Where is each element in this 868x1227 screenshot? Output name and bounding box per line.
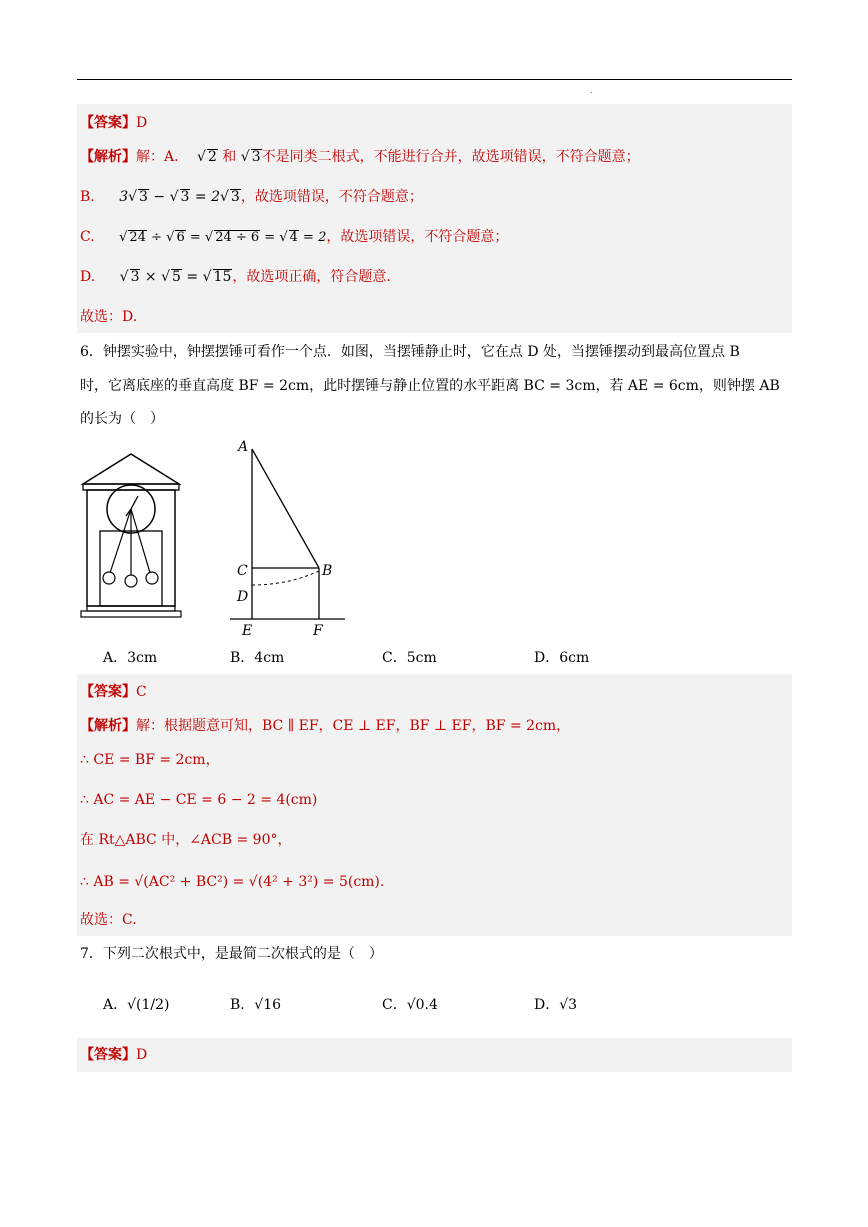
q7-option-d[interactable]: D．√3 bbox=[534, 997, 578, 1013]
label-D: D bbox=[237, 589, 249, 605]
q7-answer-block bbox=[77, 1038, 792, 1072]
q6-option-c[interactable]: C．5cm bbox=[382, 650, 437, 666]
q7-stem: 7．下列二次根式中，是最简二次根式的是（ ） bbox=[80, 946, 383, 962]
q5-analysis-c: C. √ 24 ÷ √ 6 = √ 24 ÷ 6 = √ 4 = 2，故选项错误，不符合题意； bbox=[80, 229, 509, 245]
pendulum-clock-illustration bbox=[78, 450, 184, 620]
q5-answer: 【答案】D bbox=[80, 115, 148, 131]
q6-answer: 【答案】C bbox=[80, 684, 147, 700]
q6-analysis-5: ∴ AB = √(AC² + BC²) = √(4² + 3²) = 5(cm). bbox=[80, 874, 385, 890]
q5-analysis-d: D. √ 3 × √ 5 = √ 15，故选项正确，符合题意. bbox=[80, 269, 391, 285]
q5-analysis-b: B. 3√ 3 − √ 3 = 2√ 3，故选项错误，不符合题意； bbox=[80, 189, 423, 205]
q6-analysis-3: ∴ AC = AE − CE = 6 − 2 = 4(cm) bbox=[80, 792, 318, 808]
header-rule bbox=[77, 79, 792, 80]
label-F: F bbox=[313, 623, 323, 639]
q5-a-math: √ 2 bbox=[197, 149, 217, 165]
q6-conclusion: 故选：C. bbox=[80, 912, 137, 928]
q6-analysis-1: 【解析】解：根据题意可知，BC ∥ EF，CE ⊥ EF，BF ⊥ EF，BF = 2cm， bbox=[80, 718, 571, 734]
q6-stem-3: 的长为（ ） bbox=[80, 411, 164, 427]
label-A: A bbox=[238, 439, 249, 455]
q5-conclusion: 故选：D. bbox=[80, 309, 138, 325]
q6-analysis-4: 在 Rt△ABC 中，∠ACB = 90°， bbox=[80, 832, 292, 848]
label-B: B bbox=[322, 563, 333, 579]
q6-analysis-2: ∴ CE = BF = 2cm， bbox=[80, 752, 220, 768]
header-dot: . bbox=[590, 86, 593, 95]
label-E: E bbox=[242, 623, 253, 639]
q7-option-b[interactable]: B．√16 bbox=[230, 997, 282, 1013]
q5-answer-block bbox=[77, 104, 792, 333]
q7-answer: 【答案】D bbox=[80, 1047, 148, 1063]
q7-option-c[interactable]: C．√0.4 bbox=[382, 997, 438, 1013]
label-C: C bbox=[237, 563, 248, 579]
q6-stem-2: 时，它离底座的垂直高度 BF = 2cm，此时摆锤与静止位置的水平距离 BC = 3cm，若 AE = 6cm，则钟摆 AB bbox=[80, 378, 780, 394]
q7-option-a[interactable]: A．√(1/2) bbox=[103, 997, 170, 1013]
q6-option-d[interactable]: D．6cm bbox=[534, 650, 590, 666]
q6-option-b[interactable]: B．4cm bbox=[230, 650, 285, 666]
q6-stem-1: 6．钟摆实验中，钟摆摆锤可看作一个点．如图，当摆锤静止时，它在点 D 处，当摆锤摆动到最高位置点 B bbox=[80, 344, 740, 360]
q6-option-a[interactable]: A．3cm bbox=[103, 650, 158, 666]
geometry-figure bbox=[228, 435, 354, 642]
q5-analysis-a: 【解析】解：A. √ 2 和 √ 3不是同类二根式，不能进行合并，故选项错误，不符合题意； bbox=[80, 149, 640, 165]
